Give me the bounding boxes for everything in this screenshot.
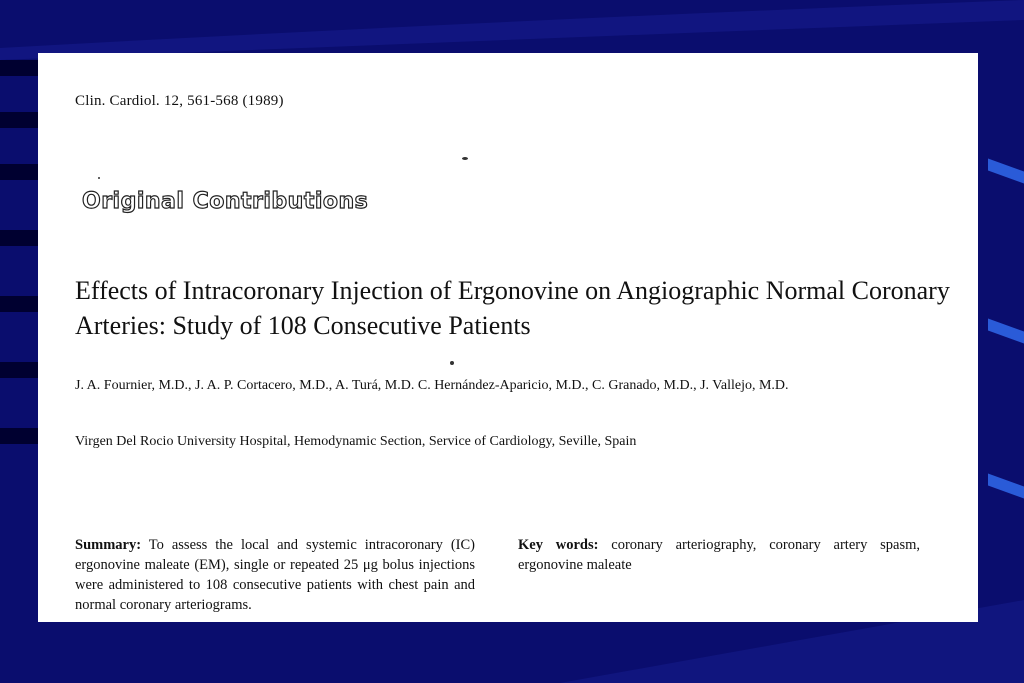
affiliation: Virgen Del Rocio University Hospital, Hemodynamic Section, Service of Cardiology, Seville, Spain (75, 434, 637, 449)
summary-label: Summary: (75, 537, 142, 553)
summary-block (75, 535, 475, 615)
section-heading: Original Contributions (82, 189, 369, 214)
keywords-text: coronary arteriography, coronary artery spasm, ergonovine maleate (518, 537, 921, 573)
summary-text: To assess the local and systemic intracoronary (IC) ergonovine maleate (EM), single or repeated 25 μg bolus injections were administered to 108 consecutive patients with chest pain and normal coronary arteriograms. (75, 537, 475, 613)
scan-speck (450, 361, 454, 365)
scan-speck (462, 157, 468, 160)
scan-speck (98, 177, 100, 179)
keywords-label: Key words: (518, 537, 599, 553)
author-list: J. A. Fournier, M.D., J. A. P. Cortacero, M.D., A. Turá, M.D. C. Hernández-Aparicio, M.D., C. Granado, M.D., J. Vallejo, M.D. (75, 378, 789, 393)
article-title: Effects of Intracoronary Injection of Ergonovine on Angiographic Normal Coronary Arteries: Study of 108 Consecutive Patients (75, 276, 950, 340)
journal-citation: Clin. Cardiol. 12, 561-568 (1989) (75, 93, 284, 109)
paper-page (38, 53, 978, 622)
keywords-block (518, 535, 920, 575)
